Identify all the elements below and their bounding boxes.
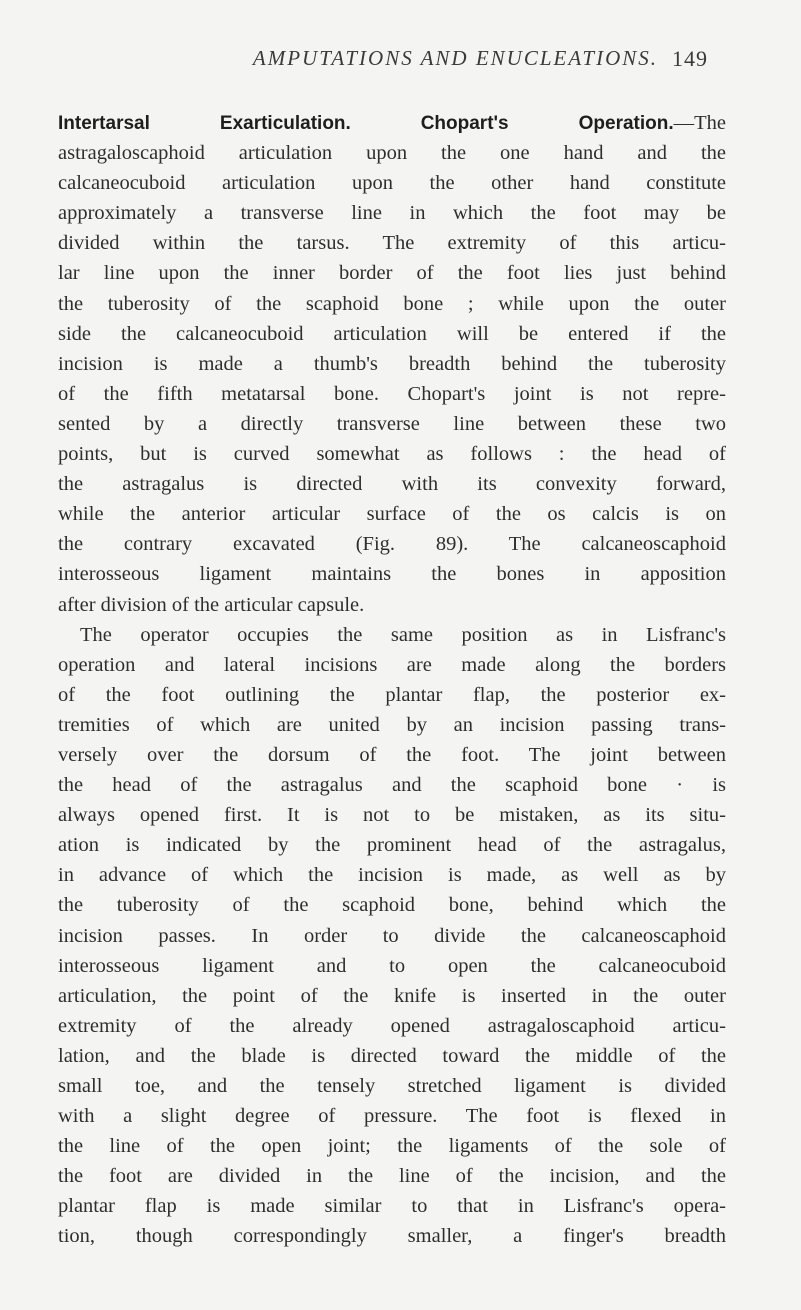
text-line: The operator occupies the same position as in Lisfranc's: [80, 623, 726, 646]
section-heading: Chopart's Operation.: [420, 113, 674, 134]
text-line: the tuberosity of the scaphoid bone, behind which the: [58, 894, 726, 917]
text-line: interosseous ligament maintains the bones in apposition: [58, 563, 726, 586]
text-line: operation and lateral incisions are made along the borders: [58, 653, 726, 676]
text-line: divided within the tarsus. The extremity of this articu-: [58, 232, 726, 255]
text-line: the foot are divided in the line of the incision, and the: [58, 1165, 726, 1188]
body-text: [58, 108, 726, 1252]
text-line: tremities of which are united by an incision passing trans-: [58, 713, 726, 736]
text-line: with a slight degree of pressure. The foot is flexed in: [58, 1105, 726, 1128]
text-line: sented by a directly transverse line between these two: [58, 412, 726, 435]
text-line: the tuberosity of the scaphoid bone ; while upon the outer: [58, 292, 726, 315]
text-line: of the fifth metatarsal bone. Chopart's joint is not repre-: [58, 382, 726, 405]
text-line: ation is indicated by the prominent head of the astragalus,: [58, 834, 726, 857]
text-line: versely over the dorsum of the foot. The joint between: [58, 743, 726, 766]
running-header: AMPUTATIONS AND ENUCLEATIONS.: [252, 46, 658, 70]
text-line: articulation, the point of the knife is inserted in the outer: [58, 984, 726, 1007]
text-line: side the calcaneocuboid articulation will be entered if the: [58, 322, 726, 345]
text-line-content: —The: [673, 112, 727, 134]
text-line: of the foot outlining the plantar flap, the posterior ex-: [58, 683, 726, 706]
text-line: always opened first. It is not to be mistaken, as its situ-: [58, 804, 726, 827]
text-line: extremity of the already opened astragaloscaphoid articu-: [58, 1014, 726, 1037]
text-line: points, but is curved somewhat as follows : the head of: [58, 443, 726, 466]
text-line: small toe, and the tensely stretched ligament is divided: [58, 1075, 726, 1097]
text-line: incision is made a thumb's breadth behind the tuberosity: [58, 352, 726, 375]
text-line: astragaloscaphoid articulation upon the one hand and the: [58, 142, 726, 165]
text-line: after division of the articular capsule.: [58, 593, 365, 616]
text-line: the line of the open joint; the ligaments of the sole of: [58, 1135, 726, 1158]
text-line: the astragalus is directed with its convexity forward,: [58, 473, 726, 496]
text-line: approximately a transverse line in which the foot may be: [58, 202, 726, 225]
text-line: lar line upon the inner border of the foot lies just behind: [58, 262, 726, 285]
text-line: interosseous ligament and to open the calcaneocuboid: [58, 954, 726, 977]
text-line: the contrary excavated (Fig. 89). The calcaneoscaphoid: [58, 533, 726, 556]
text-line: in advance of which the incision is made, as well as by: [58, 864, 726, 887]
text-line: the head of the astragalus and the scaphoid bone · is: [58, 774, 726, 797]
text-line: plantar flap is made similar to that in Lisfranc's opera-: [58, 1195, 726, 1218]
text-line: tion, though correspondingly smaller, a finger's breadth: [58, 1225, 726, 1248]
text-line: calcaneocuboid articulation upon the other hand constitute: [58, 172, 726, 195]
page-number: 149: [672, 46, 708, 71]
text-line: incision passes. In order to divide the calcaneoscaphoid: [58, 924, 726, 947]
text-line: lation, and the blade is directed toward the middle of the: [58, 1044, 726, 1067]
text-line: [58, 108, 726, 138]
text-line: while the anterior articular surface of the os calcis is on: [58, 503, 726, 526]
section-heading: Intertarsal Exarticulation.: [58, 113, 351, 134]
